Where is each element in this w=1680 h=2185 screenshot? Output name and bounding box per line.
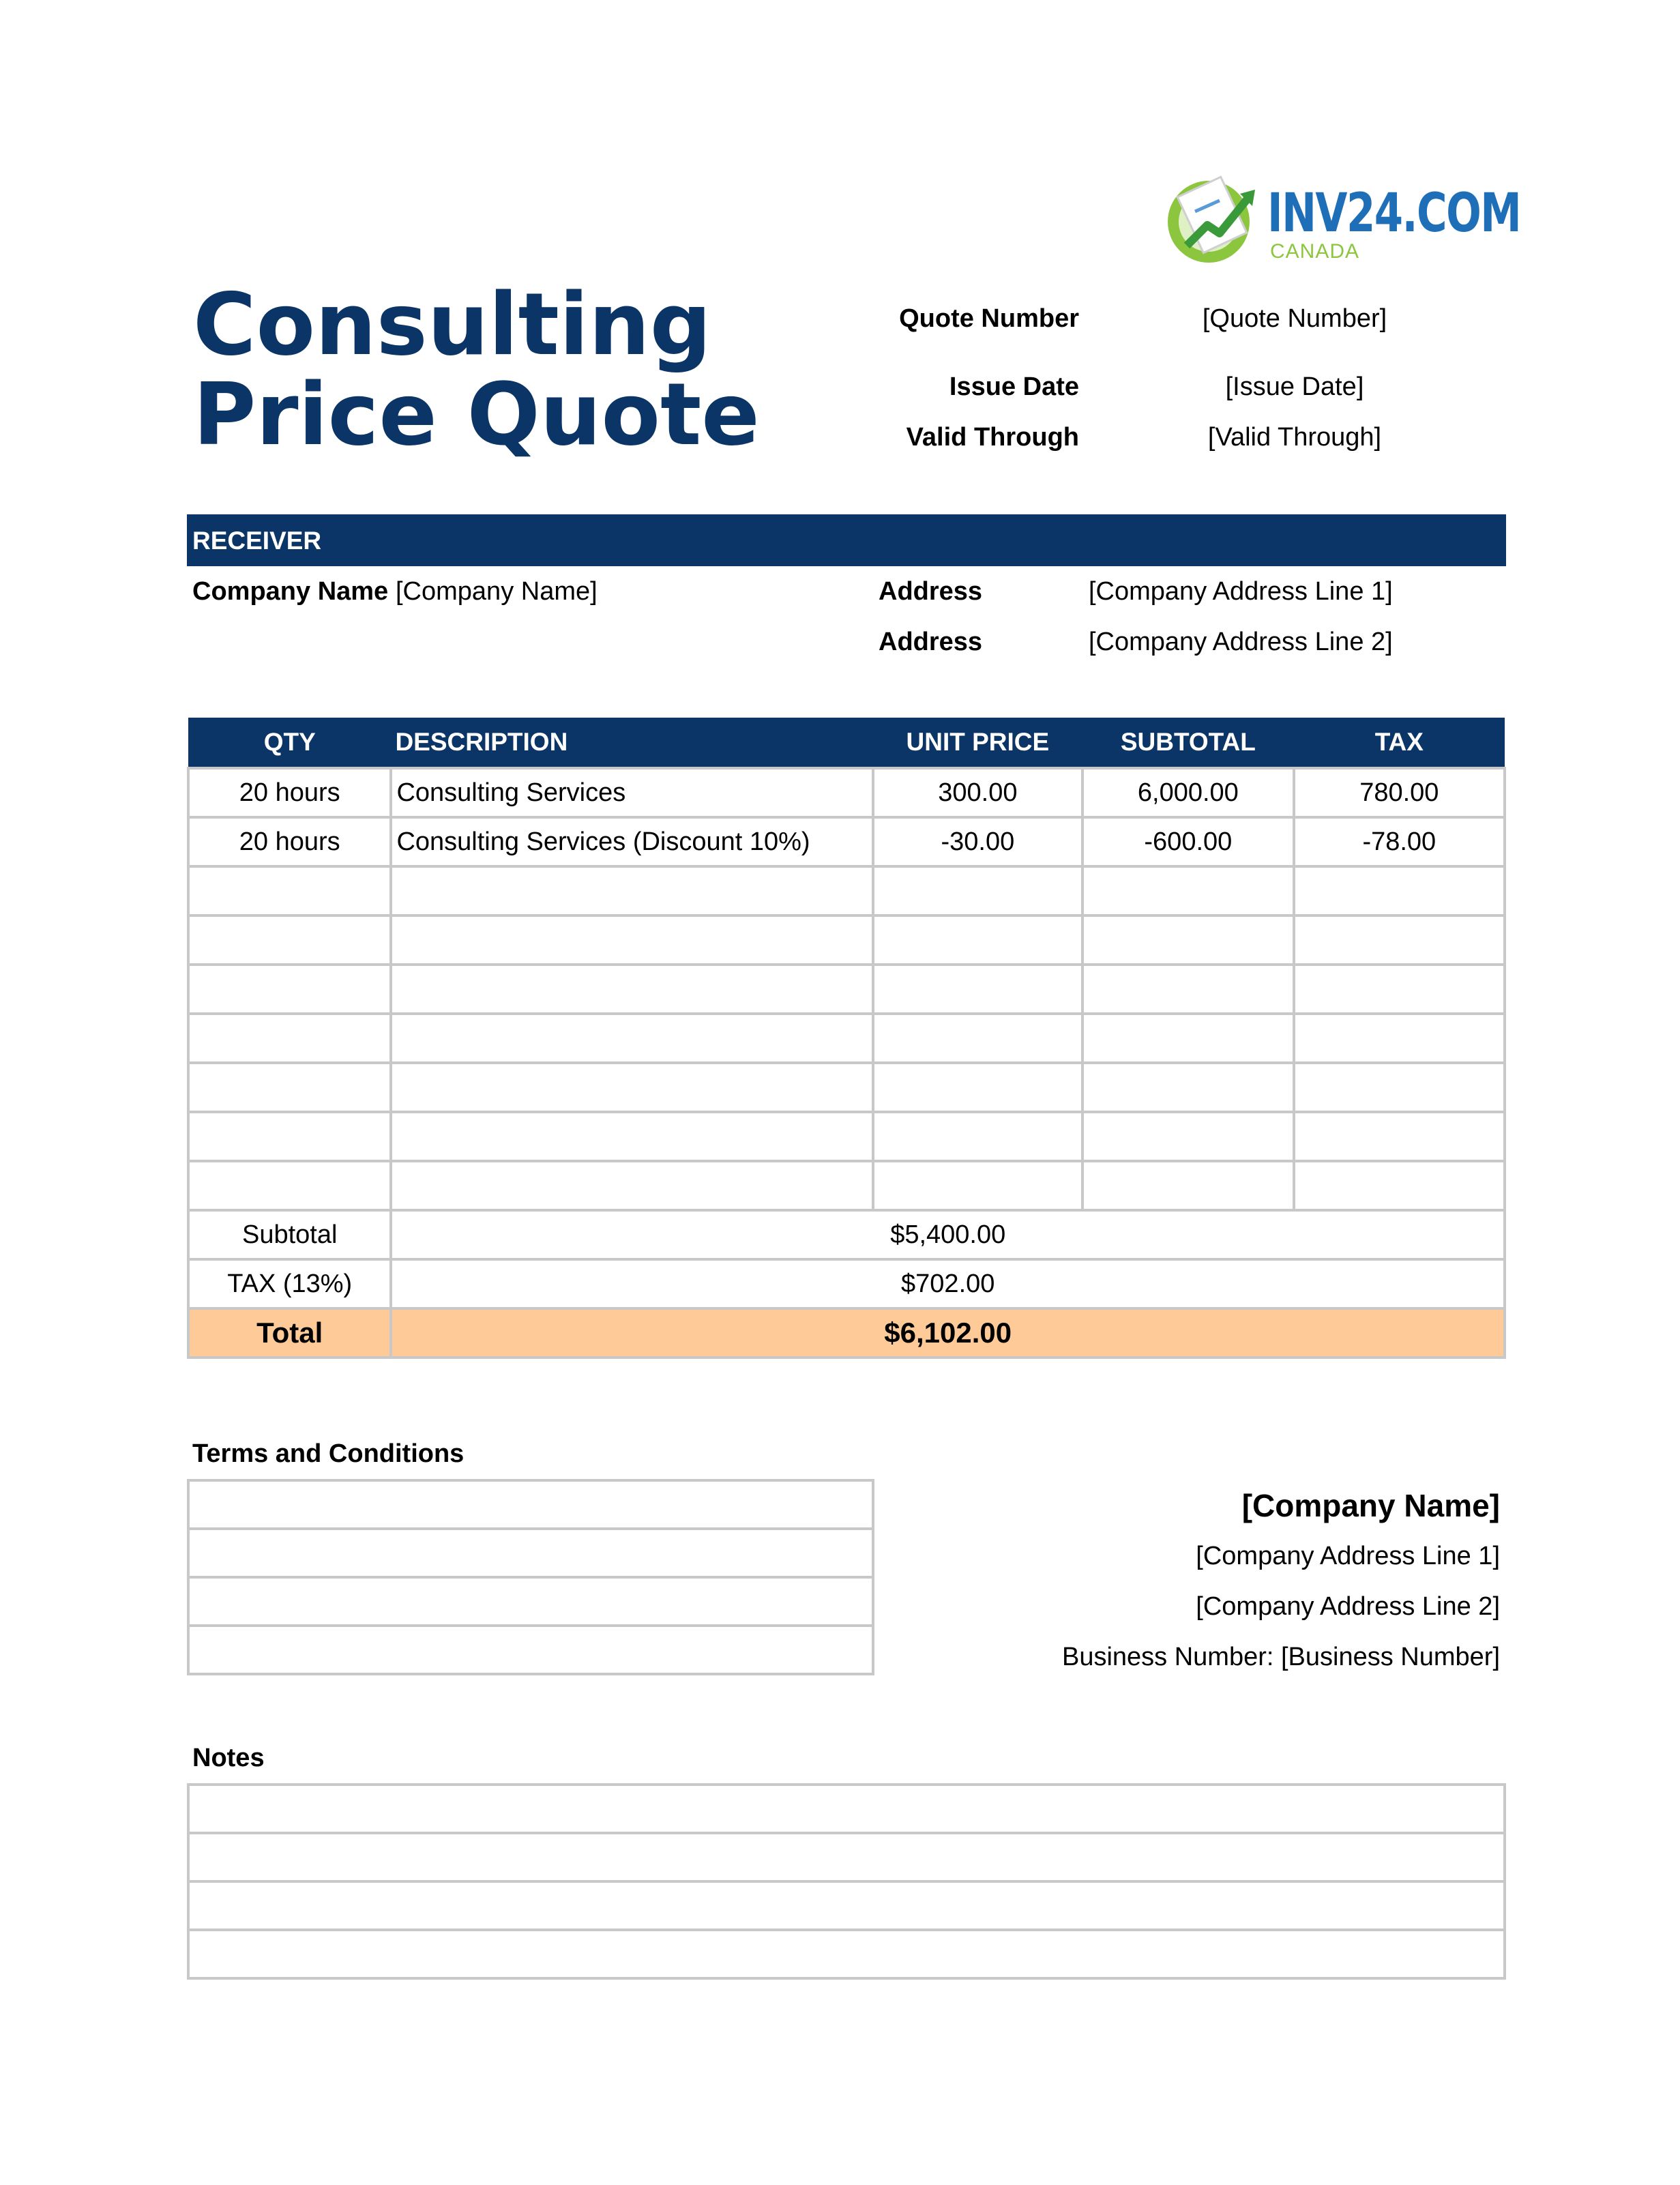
- empty-cell: [1082, 866, 1294, 915]
- subtotal-value: $5,400.00: [391, 1210, 1505, 1259]
- receiver-address-label-2: Address: [879, 628, 983, 656]
- notes-box: [187, 1783, 1506, 1980]
- notes-line: [188, 1785, 1505, 1833]
- terms-line: [188, 1577, 873, 1626]
- empty-cell: [873, 1014, 1082, 1063]
- total-value: $6,102.00: [391, 1308, 1505, 1358]
- empty-cell: [188, 965, 391, 1014]
- issue-date-value: [Issue Date]: [1225, 372, 1364, 401]
- row-description: Consulting Services: [391, 768, 872, 817]
- receiver-company-value: [Company Name]: [396, 577, 598, 606]
- empty-cell: [391, 866, 872, 915]
- row-unit-price: -30.00: [873, 817, 1082, 866]
- terms-row: [188, 1480, 873, 1529]
- row-unit-price: 300.00: [873, 768, 1082, 817]
- total-row: [188, 1308, 1505, 1358]
- issue-date-label: Issue Date: [949, 372, 1079, 401]
- seller-address-line-1: [Company Address Line 1]: [1196, 1542, 1500, 1570]
- empty-cell: [873, 866, 1082, 915]
- header-description: DESCRIPTION: [391, 718, 872, 768]
- notes-row: [188, 1833, 1505, 1881]
- quote-number-label: Quote Number: [899, 304, 1079, 333]
- notes-line: [188, 1881, 1505, 1930]
- empty-cell: [1082, 1161, 1294, 1210]
- table-row-empty: [188, 1161, 1505, 1210]
- row-subtotal: -600.00: [1082, 817, 1294, 866]
- row-subtotal: 6,000.00: [1082, 768, 1294, 817]
- tax-label: TAX (13%): [188, 1259, 391, 1308]
- notes-label: Notes: [192, 1744, 265, 1772]
- row-qty: 20 hours: [188, 817, 391, 866]
- table-row: [188, 768, 1505, 817]
- title-line-1: Consulting: [193, 274, 711, 375]
- total-label: Total: [188, 1308, 391, 1358]
- terms-row: [188, 1529, 873, 1577]
- receiver-company-label: Company Name: [192, 577, 389, 606]
- terms-line: [188, 1480, 873, 1529]
- empty-cell: [1294, 1161, 1505, 1210]
- tax-row: [188, 1259, 1505, 1308]
- title-line-2: Price Quote: [193, 364, 760, 465]
- empty-cell: [188, 866, 391, 915]
- terms-row: [188, 1626, 873, 1674]
- empty-cell: [1082, 915, 1294, 965]
- notes-line: [188, 1930, 1505, 1978]
- subtotal-row: [188, 1210, 1505, 1259]
- quote-number-value: [Quote Number]: [1202, 304, 1387, 333]
- empty-cell: [391, 1014, 872, 1063]
- empty-cell: [1082, 1063, 1294, 1112]
- logo-brand-text: INV24.COM: [1267, 183, 1521, 244]
- header-tax: TAX: [1294, 718, 1505, 768]
- receiver-header-bar: [187, 514, 1506, 566]
- empty-cell: [873, 1161, 1082, 1210]
- empty-cell: [188, 1014, 391, 1063]
- empty-cell: [873, 1112, 1082, 1161]
- empty-cell: [391, 965, 872, 1014]
- receiver-address-label-1: Address: [879, 577, 983, 606]
- receiver-address-value-1: [Company Address Line 1]: [1089, 577, 1393, 606]
- notes-row: [188, 1785, 1505, 1833]
- empty-cell: [391, 1112, 872, 1161]
- row-qty: 20 hours: [188, 768, 391, 817]
- empty-cell: [188, 1161, 391, 1210]
- valid-through-label: Valid Through: [906, 423, 1079, 452]
- notes-row: [188, 1930, 1505, 1978]
- seller-business-number: Business Number: [Business Number]: [1061, 1643, 1500, 1671]
- empty-cell: [1082, 965, 1294, 1014]
- table-row-empty: [188, 1112, 1505, 1161]
- empty-cell: [873, 915, 1082, 965]
- table-row: [188, 817, 1505, 866]
- empty-cell: [391, 915, 872, 965]
- items-header-row: [188, 718, 1505, 768]
- empty-cell: [873, 965, 1082, 1014]
- header-unit-price: UNIT PRICE: [873, 718, 1082, 768]
- header-subtotal: SUBTOTAL: [1082, 718, 1294, 768]
- row-description: Consulting Services (Discount 10%): [391, 817, 872, 866]
- table-row-empty: [188, 965, 1505, 1014]
- receiver-header: RECEIVER: [192, 527, 322, 555]
- empty-cell: [1294, 1112, 1505, 1161]
- receiver-address-value-2: [Company Address Line 2]: [1089, 628, 1393, 656]
- empty-cell: [1082, 1112, 1294, 1161]
- empty-cell: [391, 1063, 872, 1112]
- empty-cell: [1294, 965, 1505, 1014]
- logo-sub-text: CANADA: [1270, 240, 1360, 263]
- subtotal-label: Subtotal: [188, 1210, 391, 1259]
- empty-cell: [1294, 915, 1505, 965]
- seller-company-name: [Company Name]: [1241, 1488, 1500, 1523]
- terms-line: [188, 1529, 873, 1577]
- empty-cell: [1294, 866, 1505, 915]
- seller-address-line-2: [Company Address Line 2]: [1196, 1592, 1500, 1621]
- empty-cell: [1294, 1063, 1505, 1112]
- header-qty: QTY: [188, 718, 391, 768]
- table-row-empty: [188, 1014, 1505, 1063]
- empty-cell: [188, 1063, 391, 1112]
- items-table: [187, 718, 1506, 1359]
- terms-line: [188, 1626, 873, 1674]
- valid-through-value: [Valid Through]: [1207, 423, 1382, 452]
- document-title: [193, 274, 760, 465]
- row-tax: 780.00: [1294, 768, 1505, 817]
- empty-cell: [188, 915, 391, 965]
- row-tax: -78.00: [1294, 817, 1505, 866]
- notes-line: [188, 1833, 1505, 1881]
- empty-cell: [1082, 1014, 1294, 1063]
- table-row-empty: [188, 915, 1505, 965]
- terms-row: [188, 1577, 873, 1626]
- terms-label: Terms and Conditions: [192, 1439, 465, 1468]
- empty-cell: [873, 1063, 1082, 1112]
- empty-cell: [1294, 1014, 1505, 1063]
- empty-cell: [391, 1161, 872, 1210]
- empty-cell: [188, 1112, 391, 1161]
- table-row-empty: [188, 1063, 1505, 1112]
- notes-row: [188, 1881, 1505, 1930]
- tax-value: $702.00: [391, 1259, 1505, 1308]
- terms-box: [187, 1479, 874, 1675]
- table-row-empty: [188, 866, 1505, 915]
